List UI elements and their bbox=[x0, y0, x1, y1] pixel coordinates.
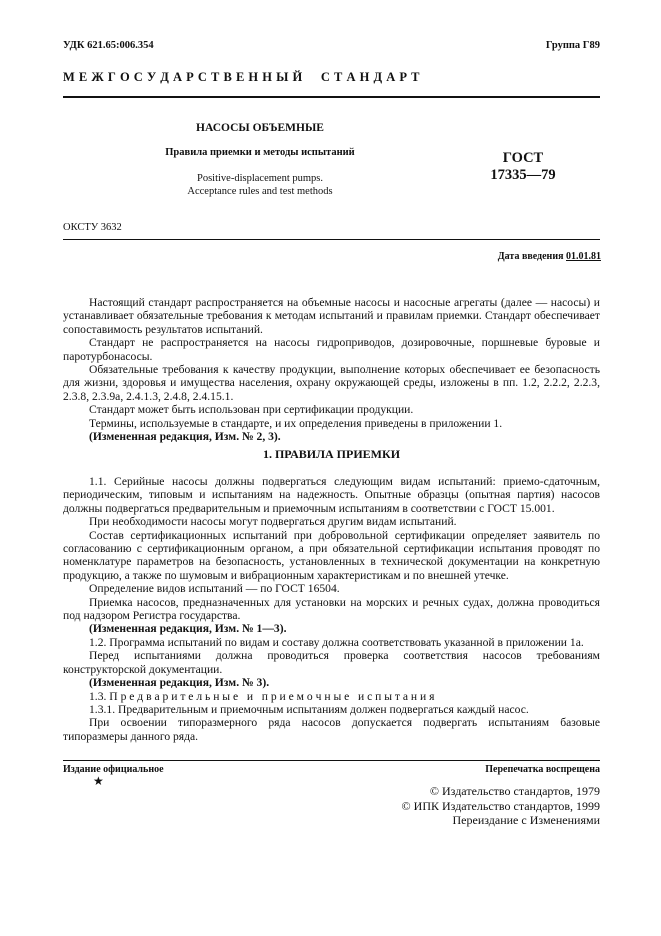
clause-1-1: 1.1. Серийные насосы должны подвергаться следующим видам испытаний: приемо-сдаточным, периодическим, типовым и испытаниям на надежность. Опытные образцы (опытная партия) насосов должны подвергаться предварительным и приемочным испытаниям в соответствии с ГОСТ 15.001. bbox=[63, 475, 600, 515]
preamble-paragraph: Обязательные требования к качеству продукции, выполнение которых обеспечивает ее безопасность для жизни, здоровья и имущества населения, охрану окружающей среды, изложены в пп. 1.2, 2.2.2, 2.2.3, 2.3.8, 2.3.9а, 2.4.1.3, 2.4.8, 2.4.15.1. bbox=[63, 363, 600, 403]
section-heading: 1. ПРАВИЛА ПРИЕМКИ bbox=[262, 447, 401, 461]
udc-code: УДК 621.65:006.354 bbox=[63, 40, 154, 51]
english-title bbox=[130, 173, 390, 198]
copyright-line: © ИПК Издательство стандартов, 1999 bbox=[401, 798, 600, 813]
intro-date-label: Дата введения bbox=[497, 251, 564, 262]
gost-label: ГОСТ bbox=[502, 150, 544, 166]
clause-1-3-1: 1.3.1. Предварительным и приемочным испытаниям должен подвергаться каждый насос. bbox=[89, 702, 529, 716]
intro-date-value: 01.01.81 bbox=[566, 251, 601, 262]
clause-1-1-para: Состав сертификационных испытаний при добровольной сертификации определяет заявитель по согласованию с сертификационным органом, а при обязательной сертификации испытания проводят по номенклатуре параметров на безопасность, установленных в технической документации на конкретную продукцию, а также по шумовым и вибрационным характеристикам и по внешней утечке. bbox=[63, 528, 600, 582]
english-title-line-2: Acceptance rules and test methods bbox=[187, 185, 333, 197]
copyright-line: © Издательство стандартов, 1979 bbox=[429, 784, 600, 798]
title-rule bbox=[63, 239, 600, 240]
standard-type-heading: М Е Ж Г О С У Д А Р С Т В Е Н Н Ы Й С Т А Н Д А Р Т bbox=[63, 70, 420, 84]
clause-1-1-para: Приемка насосов, предназначенных для установки на морских и речных судах, должна проводиться под надзором Регистра государства. bbox=[63, 595, 600, 623]
clause-1-3-title: П р е д в а р и т е л ь н ы е и п р и е м о ч н ы е и с п ы т а н и я bbox=[109, 689, 435, 703]
preamble-paragraph: Настоящий стандарт распространяется на объемные насосы и насосные агрегаты (далее — насосы) и устанавливает обязательные требования к методам испытаний и правилам приемки. Стандарт обеспечивает сопоставимость результатов испытаний. bbox=[63, 296, 600, 336]
clause-1-2: 1.2. Программа испытаний по видам и составу должна соответствовать указанной в приложении 1а. bbox=[89, 635, 584, 649]
preamble-paragraph: Термины, используемые в стандарте, и их определения приведены в приложении 1. bbox=[89, 416, 503, 430]
document-subtitle: Правила приемки и методы испытаний bbox=[165, 147, 355, 158]
clause-1-1-para: При необходимости насосы могут подвергаться другим видам испытаний. bbox=[89, 515, 457, 529]
group-code: Группа Г89 bbox=[545, 40, 600, 51]
english-title-line-1: Positive-displacement pumps. bbox=[197, 173, 323, 184]
copyright-block bbox=[402, 784, 600, 828]
okstu-code: ОКСТУ 3632 bbox=[63, 222, 122, 233]
gost-number: 17335—79 bbox=[490, 167, 556, 183]
official-edition: Издание официальное bbox=[63, 764, 164, 775]
document-title: НАСОСЫ ОБЪЕМНЫЕ bbox=[196, 122, 324, 134]
star-icon: ★ bbox=[93, 774, 104, 788]
reissue-note: Переиздание с Изменениями bbox=[452, 813, 600, 827]
clause-1-1-para: Определение видов испытаний — по ГОСТ 16504. bbox=[89, 582, 340, 596]
clause-1-3-number: 1.3. bbox=[89, 689, 107, 703]
preamble-amendment: (Измененная редакция, Изм. № 2, 3). bbox=[89, 430, 281, 444]
clause-1-3-heading bbox=[63, 690, 600, 703]
intro-date bbox=[498, 251, 601, 262]
reprint-prohibited: Перепечатка воспрещена bbox=[485, 764, 600, 775]
footer-rule bbox=[63, 760, 600, 761]
clause-1-1-amendment: (Измененная редакция, Изм. № 1—3). bbox=[89, 622, 287, 636]
clause-1-2-amendment: (Измененная редакция, Изм. № 3). bbox=[89, 676, 270, 690]
header-rule bbox=[63, 96, 600, 98]
clause-1-2-para: Перед испытаниями должна проводиться проверка соответствия насосов требованиям конструкторской документации. bbox=[63, 649, 600, 676]
preamble-paragraph: Стандарт не распространяется на насосы гидроприводов, дозировочные, поршневые буровые и паротурбонасосы. bbox=[63, 336, 600, 363]
preamble-paragraph: Стандарт может быть использован при сертификации продукции. bbox=[89, 403, 414, 417]
gost-designation bbox=[478, 150, 568, 184]
preamble bbox=[63, 296, 600, 443]
clause-1-3-1-para: При освоении типоразмерного ряда насосов допускается подвергать испытаниям базовые типоразмеры данного ряда. bbox=[63, 716, 600, 743]
section-body bbox=[63, 475, 600, 743]
